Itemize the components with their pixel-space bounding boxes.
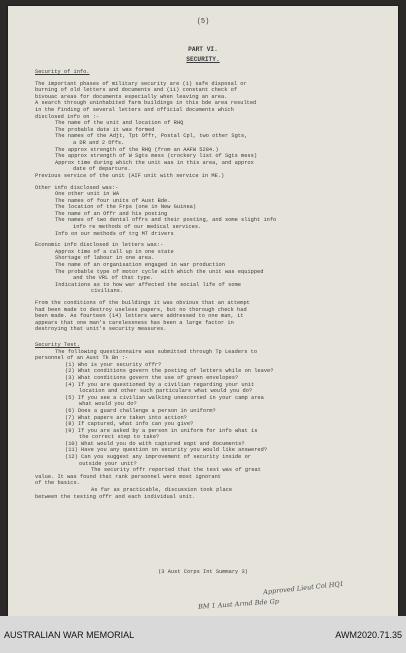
list-item: The approx strength of the RHQ (from an AAFW 5284.) [55, 146, 219, 153]
question-item: (7) What papers are taken into action? [65, 414, 187, 421]
text-line: The security offr reported that the test was of great [91, 467, 261, 474]
paragraph-1 [35, 81, 390, 101]
disclosed-info-list [35, 120, 390, 179]
list-item: civilians. [91, 288, 124, 295]
list-item: The names of four units of Aust Bde. [55, 197, 171, 204]
paragraph-5 [35, 487, 390, 500]
archive-name: AUSTRALIAN WAR MEMORIAL [4, 630, 135, 640]
list-item: Info on our methods of trg MT drivers [55, 230, 174, 237]
question-item: (12) Can you suggest any improvement of security inside or [65, 454, 251, 461]
question-item: (3) What conditions govern the use of green envelopes? [65, 374, 239, 381]
question-item: (6) Does a guard challenge a person in uniform? [65, 407, 216, 414]
list-item: The names of the Adjt, Tpt Offr, Postal Cpl, two other Sgts, [55, 133, 248, 140]
text-line: of the basics. [35, 480, 80, 487]
text-line: burning of old letters and documents and (ii) constant check of [35, 87, 238, 94]
text-line: appears that one man's carelessness has been a large factor in [35, 319, 234, 326]
paragraph-3 [35, 300, 390, 333]
text-line: personnel of an Aust Tk Bn :- [35, 355, 128, 362]
other-info-list [35, 191, 390, 237]
list-item: The probable date it was formed [55, 126, 155, 133]
economic-info-list [35, 249, 390, 295]
economic-info-heading: Economic info disclosed in letters was:- [35, 242, 164, 249]
handwritten-signature: Approved Lieut Col HQ1 [262, 579, 345, 597]
question-item: (11) Have you any question on security you would like answered? [65, 447, 268, 454]
text-line: The following questionnaire was submitted through Tp Leaders to [55, 348, 258, 355]
text-line: The important phases of military security are (i) safe disposal or [35, 80, 247, 87]
security-of-info-heading: Security of info. [35, 69, 90, 75]
paragraph-2 [35, 100, 390, 120]
section-title: SECURITY. [186, 56, 220, 63]
text-line: value. It was found that rank personnel were most ignorant [35, 473, 221, 480]
document-body [35, 69, 390, 500]
question-item: (8) If captured, what info can you give? [65, 421, 194, 428]
list-item: The name of an organisation engaged in war production [55, 262, 225, 269]
text-line: From the conditions of the buildings it was obvious that an attempt [35, 300, 250, 306]
question-item: (10) What would you do with captured eqpt and documents? [65, 440, 245, 447]
list-item: Previous service of the unit (AIF unit with service in ME.) [35, 172, 225, 179]
archive-footer [0, 616, 406, 653]
text-line: bivouac areas for documents especially when leaving an area. [35, 93, 228, 100]
question-continuation: the correct step to take? [79, 434, 160, 441]
list-item: The probable type of motor cycle with which the unit was equipped [55, 268, 264, 275]
text-line: between the testing offr and each individual unit. [35, 493, 196, 500]
text-line: A search through uninhabited farm buildings in this bde area resulted [35, 100, 257, 107]
list-item: info re methods of our medical services. [73, 224, 202, 231]
handwritten-note: BM 1 Aust Armd Bde Gp [197, 597, 280, 611]
list-item: The name of the unit and location of RHQ [55, 120, 184, 127]
question-continuation: location and other such particulars what would you do? [79, 388, 253, 395]
part-title: PART VI. [188, 46, 218, 53]
text-line: destroying that unit's security measures. [35, 326, 167, 333]
question-item: (1) Who is your security offr? [65, 361, 162, 368]
text-line: been made. As fourteen (14) letters were addressed to one man, it [35, 313, 244, 320]
text-line: disclosed info on :- [35, 113, 100, 120]
other-info-heading: Other info disclosed was:- [35, 184, 119, 191]
list-item: Approx time during which the unit was in this area, and approx [55, 159, 254, 166]
list-item: One other unit in WA [55, 191, 120, 198]
question-item: (4) If you are questioned by a civilian regarding your unit [65, 381, 255, 388]
question-item: (5) If you see a civilian walking unescorted in your camp area [65, 394, 264, 401]
list-item: The location of the Frps (one in New Guinea) [55, 204, 197, 211]
list-item: The name of an Offr and his posting [55, 210, 168, 217]
list-item: Indications as to how war affected the social life of some [55, 281, 241, 288]
archive-id: AWM2020.71.35 [335, 630, 402, 640]
question-item: (9) If you are asked by a person in uniform for info what is [65, 427, 258, 434]
question-item: (2) What conditions govern the posting of letters while on leave? [65, 368, 274, 375]
document-page [8, 6, 398, 616]
list-item: Shortage of labour in one area. [55, 255, 155, 262]
page-number: (5) [196, 18, 210, 26]
questionnaire-list [35, 362, 390, 468]
list-item: The names of two dental offrs and their posting, and some slight info [55, 217, 277, 224]
list-item: The approx strength of W Sgts mess (crockery list of Sgts mess) [55, 153, 258, 160]
list-item: and the VRL of that type. [73, 275, 154, 282]
security-test-heading: Security Test. [35, 341, 80, 348]
list-item: a DR and 2 Offs. [73, 139, 125, 146]
question-continuation: outside your unit? [79, 460, 137, 467]
text-line: in the finding of several letters and official documents which [35, 106, 234, 113]
security-test-intro [35, 349, 390, 362]
text-line: had been made to destroy useless papers, but no thorough check had [35, 306, 247, 313]
source-reference: (3 Aust Corps Int Summary 3) [158, 569, 248, 575]
list-item: date of departure. [73, 166, 131, 173]
text-line: As far as practicable, discussion took place [91, 487, 233, 494]
question-continuation: what would you do? [79, 401, 137, 408]
list-item: Approx time of a call up in one state [55, 248, 174, 255]
paragraph-4 [35, 467, 390, 487]
